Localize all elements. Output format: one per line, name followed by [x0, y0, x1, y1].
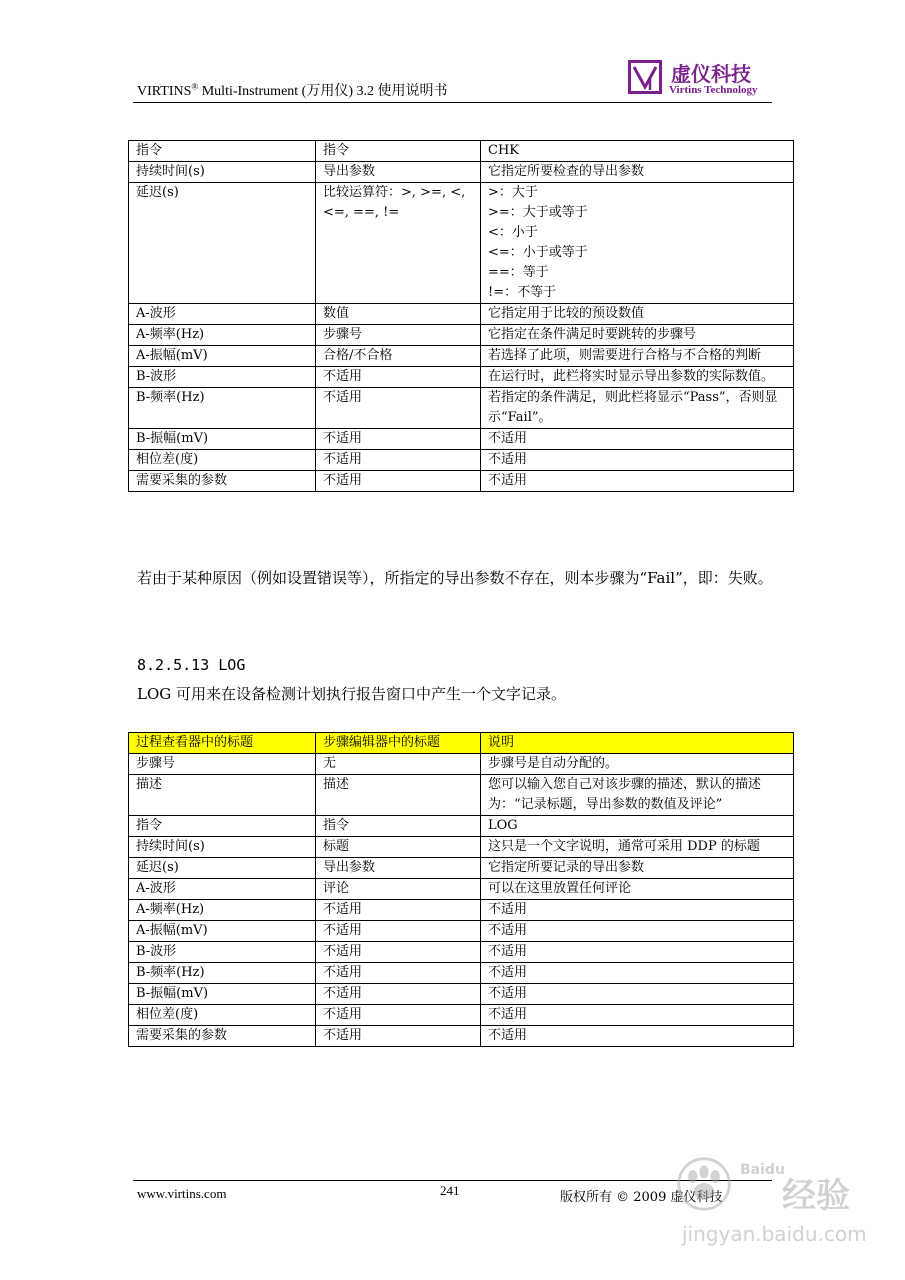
table-row: [129, 141, 794, 162]
table-cell: 持续时间(s): [129, 837, 316, 858]
table-header-cell: 过程查看器中的标题: [129, 733, 316, 754]
table-cell: A-波形: [129, 304, 316, 325]
table-cell: CHK: [481, 141, 794, 162]
table-row: [129, 984, 794, 1005]
table-cell: 相位差(度): [129, 1005, 316, 1026]
table-cell: 比较运算符：>, >=, <, <=, ==, !=: [316, 183, 481, 304]
table-cell: 不适用: [316, 921, 481, 942]
table-row: [129, 367, 794, 388]
table-row: [129, 346, 794, 367]
table-row: [129, 162, 794, 183]
header-title-rest: Multi-Instrument (万用仪) 3.2 使用说明书: [198, 84, 448, 99]
table-cell: A-振幅(mV): [129, 346, 316, 367]
table-cell: 不适用: [316, 388, 481, 429]
table-cell: 不适用: [316, 942, 481, 963]
table-cell: 指令: [316, 141, 481, 162]
table-cell: 延迟(s): [129, 183, 316, 304]
table-cell: 不适用: [481, 450, 794, 471]
table-cell: A-振幅(mV): [129, 921, 316, 942]
watermark-label: 经验: [782, 1176, 850, 1216]
table-row: [129, 388, 794, 429]
table-cell: 不适用: [481, 1005, 794, 1026]
table-cell: 不适用: [481, 984, 794, 1005]
table-cell: 步骤号: [316, 325, 481, 346]
table-row: [129, 471, 794, 492]
table-row: [129, 754, 794, 775]
section-heading-log: 8.2.5.13 LOG: [137, 656, 246, 674]
watermark-url: jingyan.baidu.com: [682, 1222, 867, 1246]
table-cell: 它指定在条件满足时要跳转的步骤号: [481, 325, 794, 346]
table-cell: 标题: [316, 837, 481, 858]
table-cell: 若选择了此项，则需要进行合格与不合格的判断: [481, 346, 794, 367]
table-cell: 不适用: [316, 450, 481, 471]
table-cell: 指令: [129, 141, 316, 162]
table-row: [129, 183, 794, 304]
table-cell: 这只是一个文字说明，通常可采用 DDP 的标题: [481, 837, 794, 858]
table-row: [129, 429, 794, 450]
company-logo: [628, 58, 778, 100]
table-cell: 步骤号是自动分配的。: [481, 754, 794, 775]
table-cell: 它指定用于比较的预设数值: [481, 304, 794, 325]
table-cell: 评论: [316, 879, 481, 900]
table-cell: 需要采集的参数: [129, 1026, 316, 1047]
table-cell: B-振幅(mV): [129, 984, 316, 1005]
document-header-title: [137, 80, 448, 100]
table-row: [129, 879, 794, 900]
table-cell: 它指定所要检查的导出参数: [481, 162, 794, 183]
table-cell: 步骤号: [129, 754, 316, 775]
table-cell: 不适用: [481, 942, 794, 963]
table-cell: 不适用: [481, 429, 794, 450]
table-cell: 无: [316, 754, 481, 775]
table-row: [129, 837, 794, 858]
table-cell: B-振幅(mV): [129, 429, 316, 450]
table-cell: 相位差(度): [129, 450, 316, 471]
logo-chinese-name: 虚仪科技: [671, 62, 751, 86]
table-row: [129, 450, 794, 471]
table-cell: 不适用: [316, 429, 481, 450]
table-cell: 延迟(s): [129, 858, 316, 879]
table-header-cell: 步骤编辑器中的标题: [316, 733, 481, 754]
chk-command-table: [128, 140, 794, 492]
table-row: [129, 304, 794, 325]
table-cell: 导出参数: [316, 858, 481, 879]
table-cell: 导出参数: [316, 162, 481, 183]
table-cell: 不适用: [316, 963, 481, 984]
header-divider: [133, 102, 772, 103]
table-cell: 可以在这里放置任何评论: [481, 879, 794, 900]
watermark-brand: Baidu: [740, 1162, 785, 1178]
log-intro-text: LOG 可用来在设备检测计划执行报告窗口中产生一个文字记录。: [137, 685, 567, 703]
table-cell: 若指定的条件满足，则此栏将显示“Pass”，否则显示“Fail”。: [481, 388, 794, 429]
table-cell: 描述: [316, 775, 481, 816]
table-cell: 它指定所要记录的导出参数: [481, 858, 794, 879]
table-cell: B-频率(Hz): [129, 963, 316, 984]
table-cell: 不适用: [481, 900, 794, 921]
table-cell: 不适用: [316, 1005, 481, 1026]
table-row: [129, 816, 794, 837]
table-cell: 您可以输入您自己对该步骤的描述，默认的描述为：“记录标题，导出参数的数值及评论”: [481, 775, 794, 816]
table-cell: 不适用: [481, 471, 794, 492]
virtins-logo-icon: [628, 60, 662, 94]
table-cell: A-频率(Hz): [129, 900, 316, 921]
table-cell: 不适用: [316, 367, 481, 388]
table-row: [129, 921, 794, 942]
log-command-table: [128, 732, 794, 1047]
table-cell: 持续时间(s): [129, 162, 316, 183]
baidu-jingyan-watermark: [672, 1150, 882, 1265]
table-cell: 描述: [129, 775, 316, 816]
table-cell: 不适用: [316, 984, 481, 1005]
table-cell: 合格/不合格: [316, 346, 481, 367]
table-row: [129, 325, 794, 346]
table-row: [129, 1026, 794, 1047]
table-cell: 不适用: [481, 1026, 794, 1047]
table-cell: 指令: [129, 816, 316, 837]
table-header-cell: 说明: [481, 733, 794, 754]
page-number: 241: [440, 1183, 460, 1198]
table-cell: >：大于 >=：大于或等于 <：小于 <=：小于或等于 ==：等于 !=：不等于: [481, 183, 794, 304]
table-row: [129, 942, 794, 963]
table-cell: 不适用: [481, 963, 794, 984]
table-header-row: [129, 733, 794, 754]
table-cell: LOG: [481, 816, 794, 837]
table-cell: B-频率(Hz): [129, 388, 316, 429]
registered-mark: ®: [191, 81, 199, 92]
table-row: [129, 775, 794, 816]
table-cell: 需要采集的参数: [129, 471, 316, 492]
brand-name: VIRTINS: [137, 84, 192, 99]
table-cell: 不适用: [481, 921, 794, 942]
table-cell: B-波形: [129, 367, 316, 388]
table-cell: 数值: [316, 304, 481, 325]
chk-failure-note: 若由于某种原因（例如设置错误等），所指定的导出参数不存在，则本步骤为“Fail”，即：失败。: [137, 569, 773, 587]
table-row: [129, 963, 794, 984]
table-cell: 不适用: [316, 900, 481, 921]
table-cell: 指令: [316, 816, 481, 837]
table-cell: A-频率(Hz): [129, 325, 316, 346]
logo-english-name: Virtins Technology: [669, 84, 758, 96]
footer-website[interactable]: www.virtins.com: [137, 1186, 227, 1201]
footer-copyright: 版权所有 © 2009 虚仪科技: [560, 1190, 723, 1205]
table-row: [129, 858, 794, 879]
table-row: [129, 1005, 794, 1026]
table-cell: 不适用: [316, 471, 481, 492]
paw-logo-icon: [676, 1156, 732, 1212]
table-cell: B-波形: [129, 942, 316, 963]
table-row: [129, 900, 794, 921]
table-cell: 不适用: [316, 1026, 481, 1047]
table-cell: A-波形: [129, 879, 316, 900]
table-cell: 在运行时，此栏将实时显示导出参数的实际数值。: [481, 367, 794, 388]
